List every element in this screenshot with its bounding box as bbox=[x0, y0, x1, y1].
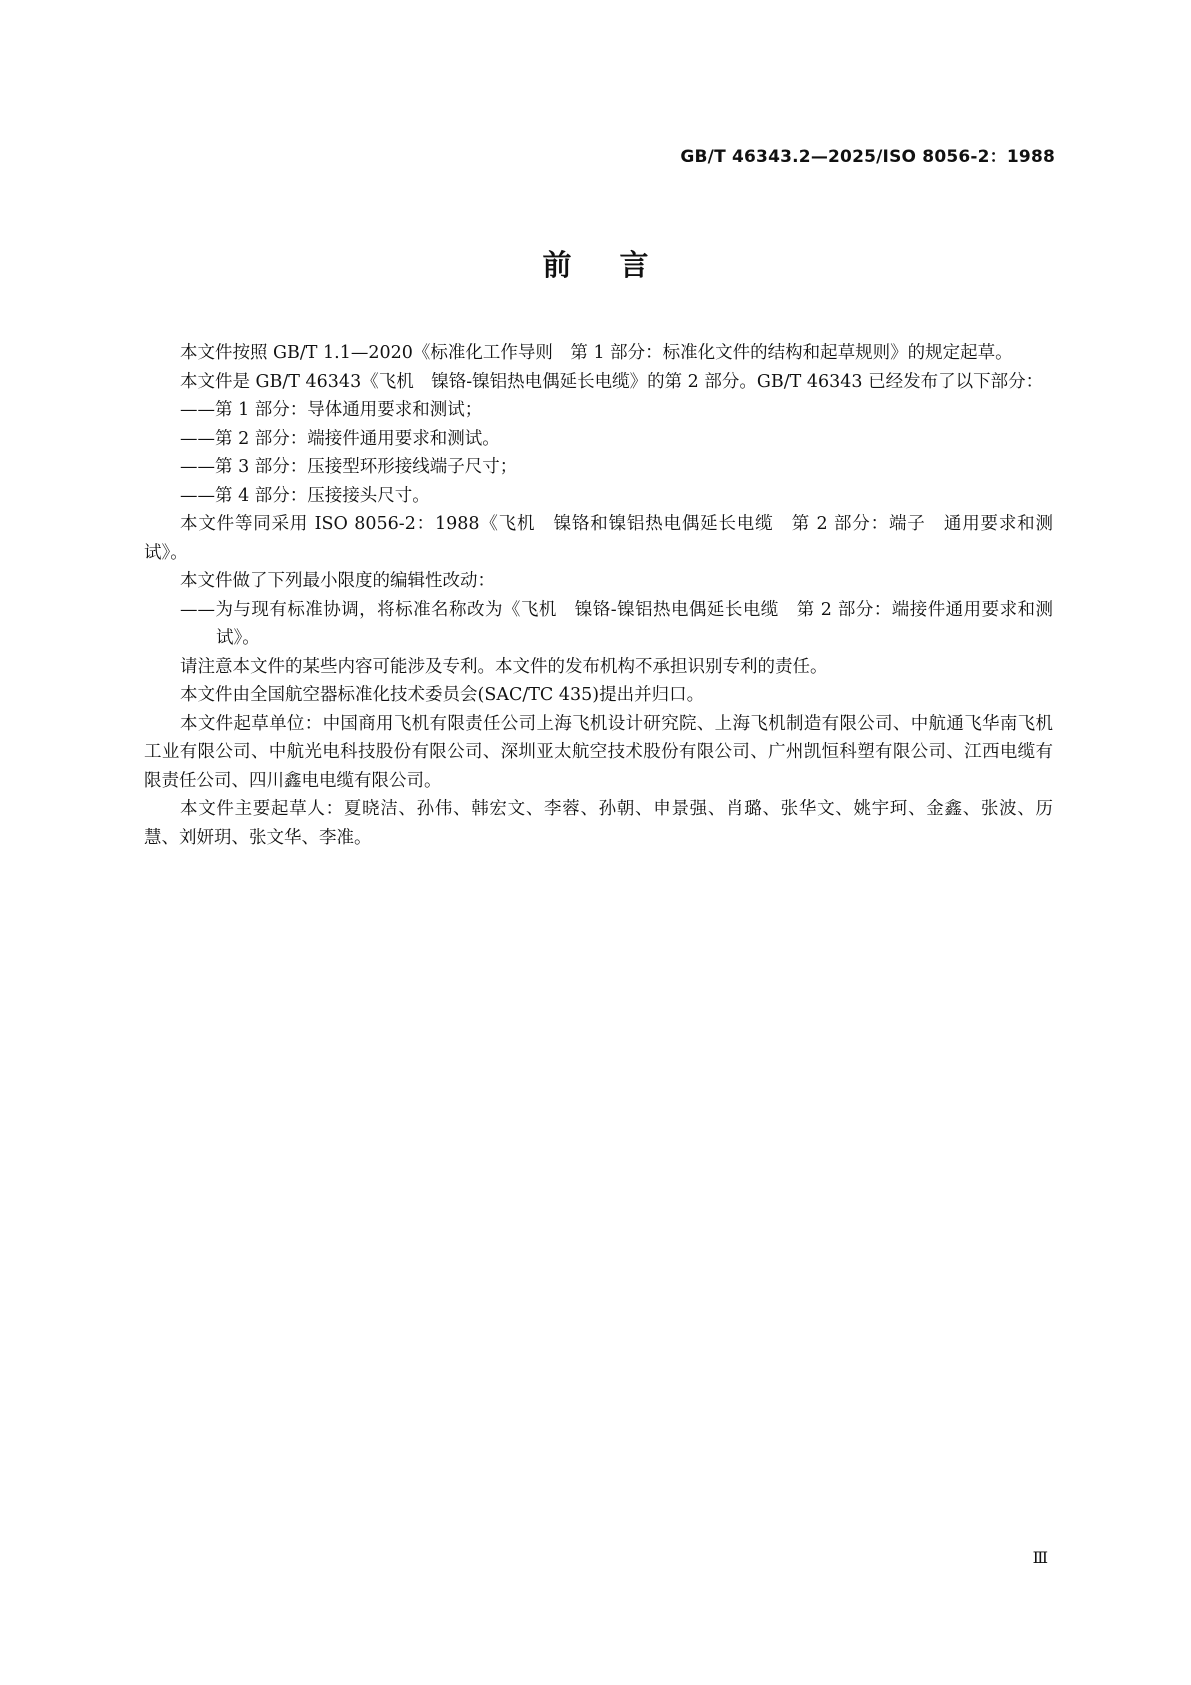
paragraph-adoption: 本文件等同采用 ISO 8056-2：1988《飞机 镍铬和镍铝热电偶延长电缆 第 2 部分：端子 通用要求和测试》。 bbox=[144, 514, 1053, 563]
list-item: ——第 1 部分：导体通用要求和测试； bbox=[180, 400, 483, 420]
paragraph-edits: 本文件做了下列最小限度的编辑性改动： bbox=[180, 571, 495, 591]
page-number: Ⅲ bbox=[1032, 1548, 1048, 1567]
document-body bbox=[144, 339, 1053, 852]
paragraph-drafting-units: 本文件起草单位：中国商用飞机有限责任公司上海飞机设计研究院、上海飞机制造有限公司、中航通飞华南飞机工业有限公司、中航光电科技股份有限公司、深圳亚太航空技术股份有限公司、广州凯恒科塑有限公司、江西电缆有限责任公司、四川鑫电电缆有限公司。 bbox=[144, 713, 1053, 791]
list-item: ——第 3 部分：压接型环形接线端子尺寸； bbox=[180, 457, 518, 477]
paragraph-patent-notice: 请注意本文件的某些内容可能涉及专利。本文件的发布机构不承担识别专利的责任。 bbox=[180, 656, 828, 677]
standard-code: GB/T 46343.2—2025/ISO 8056-2：1988 bbox=[680, 147, 1055, 167]
paragraph-drafting-rule: 本文件按照 GB/T 1.1—2020《标准化工作导则 第 1 部分：标准化文件的结构和起草规则》的规定起草。 bbox=[180, 343, 1013, 363]
list-item: ——第 4 部分：压接接头尺寸。 bbox=[180, 485, 430, 506]
list-item: ——第 2 部分：端接件通用要求和测试。 bbox=[180, 428, 500, 449]
paragraph-series-intro: 本文件是 GB/T 46343《飞机 镍铬-镍铝热电偶延长电缆》的第 2 部分。GB/T 46343 已经发布了以下部分： bbox=[180, 371, 1044, 392]
list-item-edit: ——为与现有标准协调，将标准名称改为《飞机 镍铬-镍铝热电偶延长电缆 第 2 部分：端接件通用要求和测试》。 bbox=[180, 599, 1053, 648]
page-title: 前言 bbox=[542, 248, 697, 282]
paragraph-committee: 本文件由全国航空器标准化技术委员会(SAC/TC 435)提出并归口。 bbox=[180, 685, 705, 705]
paragraph-drafters: 本文件主要起草人：夏晓洁、孙伟、韩宏文、李蓉、孙朝、申景强、肖璐、张华文、姚宇珂、金鑫、张波、历慧、刘妍玥、张文华、李准。 bbox=[144, 799, 1053, 848]
